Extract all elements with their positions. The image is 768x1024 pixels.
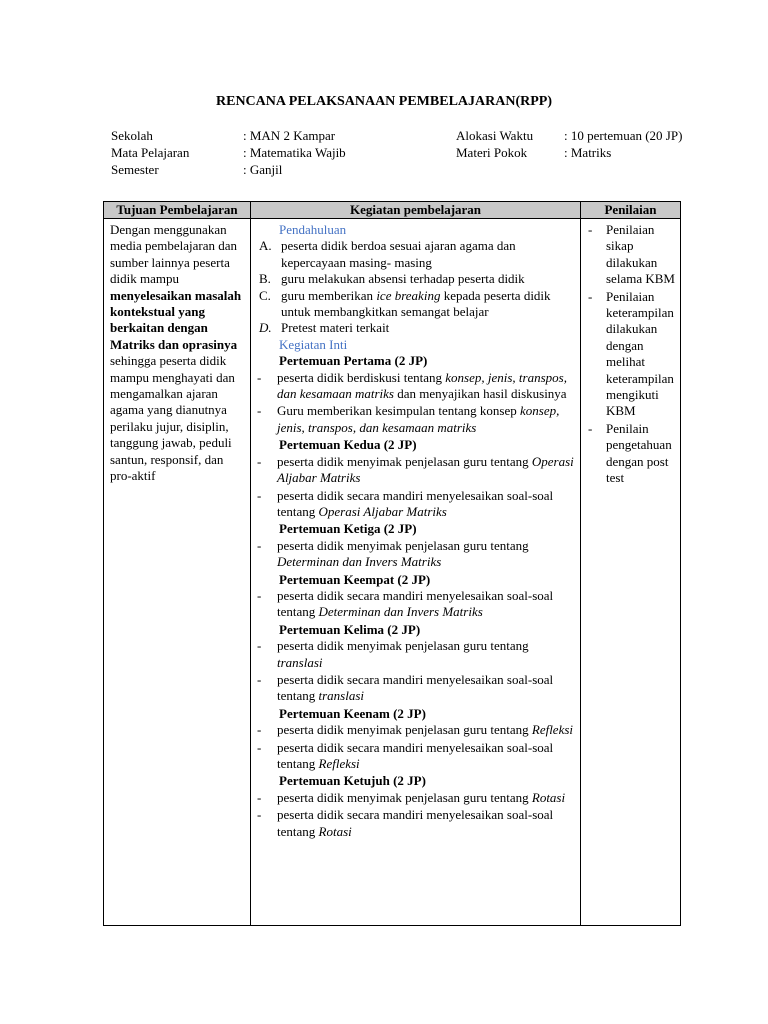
- list-item: [259, 538, 576, 571]
- list-text: [277, 538, 576, 571]
- info-label: Mata Pelajaran: [111, 145, 190, 160]
- penilaian-cell: [581, 219, 681, 926]
- info-row-materi-pokok: [456, 145, 682, 162]
- list-item: [259, 807, 576, 840]
- info-row-alokasi-waktu: [456, 128, 682, 145]
- header-tujuan: Tujuan Pembelajaran: [104, 202, 251, 219]
- info-label: Semester: [111, 162, 159, 177]
- dash-marker: -: [257, 369, 262, 385]
- kegiatan-cell: [251, 219, 581, 926]
- text-italic: ice breaking: [376, 287, 441, 303]
- list-text: [277, 454, 576, 487]
- text-part: peserta didik secara mandiri menyelesaikan soal-soal tentang: [277, 739, 554, 771]
- meeting-title: Pertemuan Keempat (2 JP): [279, 571, 431, 587]
- info-label: Materi Pokok: [456, 145, 528, 160]
- meeting-title: Pertemuan Pertama (2 JP): [279, 353, 428, 369]
- text-italic: Rotasi: [531, 789, 566, 805]
- kegiatan-inti-heading: Kegiatan Inti: [279, 336, 348, 352]
- list-text: [277, 403, 576, 436]
- dash-marker: -: [257, 587, 262, 603]
- text-italic: Determinan dan Invers Matriks: [318, 604, 483, 620]
- dash-marker: -: [257, 807, 262, 823]
- list-item: [259, 638, 576, 671]
- info-value: : Ganjil: [243, 162, 283, 177]
- list-marker: A.: [259, 238, 272, 254]
- text-italic: konsep, jenis, transpos, dan kesamaan matriks: [277, 403, 560, 435]
- meeting-title: Pertemuan Kedua (2 JP): [279, 437, 417, 453]
- dash-marker: -: [257, 789, 262, 805]
- list-item: [259, 370, 576, 403]
- info-value: : Matriks: [564, 145, 612, 160]
- list-text: [277, 588, 576, 621]
- list-item: [588, 222, 676, 288]
- list-marker: C.: [259, 287, 271, 303]
- list-text: [277, 790, 576, 806]
- list-item: [588, 289, 676, 420]
- info-label: Sekolah: [111, 128, 153, 143]
- list-item: [259, 320, 576, 336]
- meeting-title: Pertemuan Ketujuh (2 JP): [279, 773, 426, 789]
- info-value: : MAN 2 Kampar: [243, 128, 336, 143]
- list-item: [259, 271, 576, 287]
- info-value: : Matematika Wajib: [243, 145, 346, 160]
- dash-marker: -: [257, 403, 262, 419]
- text-part: peserta didik secara mandiri menyelesaikan soal-soal tentang: [277, 587, 554, 620]
- text-italic: Rotasi: [318, 823, 352, 839]
- text-part: peserta didik menyimak penjelasan guru tentang: [277, 453, 532, 469]
- list-item: [259, 672, 576, 705]
- list-text: [277, 638, 576, 671]
- list-item: [259, 238, 576, 271]
- list-text: guru melakukan absensi terhadap peserta didik: [281, 271, 525, 287]
- list-text: [277, 722, 576, 738]
- list-text: [277, 488, 576, 521]
- text-part: peserta didik secara mandiri menyelesaikan soal-soal tentang: [277, 807, 554, 839]
- list-item: [259, 722, 576, 738]
- dash-marker: -: [588, 222, 593, 237]
- dash-marker: -: [588, 288, 593, 304]
- list-text: [277, 370, 576, 403]
- meeting-title: Pertemuan Keenam (2 JP): [279, 705, 426, 721]
- text-part: peserta didik berdiskusi tentang: [277, 369, 446, 385]
- list-text: Pretest materi terkait: [281, 320, 390, 336]
- info-right: [456, 128, 682, 162]
- rpp-table: [103, 201, 681, 926]
- tujuan-text-post: sehingga peserta didik mampu menghayati dan mengamalkan ajaran agama yang dianutnya perilaku jujur, disiplin, tanggung jawab, peduli santun, responsif, dan pro-aktif: [110, 353, 235, 484]
- meetings-list: [259, 353, 576, 840]
- list-item: [588, 421, 676, 487]
- info-left: [111, 128, 346, 179]
- dash-marker: -: [257, 722, 262, 738]
- text-part: peserta didik secara mandiri menyelesaikan soal-soal tentang: [277, 487, 554, 519]
- info-value: : 10 pertemuan (20 JP): [564, 128, 683, 143]
- tujuan-text-pre: Dengan menggunakan media pembelajaran dan sumber lainnya peserta didik mampu: [110, 222, 238, 287]
- meeting-title: Pertemuan Kelima (2 JP): [279, 621, 421, 637]
- dash-marker: -: [257, 537, 262, 553]
- list-item: [259, 740, 576, 773]
- dash-marker: -: [257, 671, 262, 687]
- document-title: RENCANA PELAKSANAAN PEMBELAJARAN(RPP): [216, 94, 552, 109]
- dash-marker: -: [257, 453, 262, 469]
- text-italic: Refleksi: [531, 722, 574, 738]
- list-item: [259, 790, 576, 806]
- penilaian-text: Penilaian sikap dilakukan selama KBM: [606, 222, 675, 287]
- text-part: kepada peserta didik untuk membangkitkan semangat belajar: [281, 287, 551, 320]
- list-item: [259, 403, 576, 436]
- dash-marker: -: [257, 638, 262, 654]
- dash-marker: -: [257, 487, 262, 503]
- info-row-mata-pelajaran: [111, 145, 346, 162]
- text-part: dan menyajikan hasil diskusinya: [394, 386, 567, 402]
- list-text: [277, 740, 576, 773]
- header-kegiatan: Kegiatan pembelajaran: [251, 202, 581, 219]
- dash-marker: -: [588, 420, 593, 436]
- list-text: [277, 807, 576, 840]
- text-part: peserta didik menyimak penjelasan guru tentang: [277, 638, 529, 654]
- list-text: peserta didik berdoa sesuai ajaran agama dan kepercayaan masing- masing: [281, 238, 516, 270]
- header-penilaian: Penilaian: [581, 202, 681, 219]
- text-italic: Operasi Aljabar Matriks: [318, 503, 447, 519]
- penilaian-text: Penilain pengetahuan dengan post test: [606, 420, 672, 486]
- info-row-sekolah: [111, 128, 346, 145]
- list-text: [281, 288, 576, 321]
- table-header-row: [104, 202, 681, 219]
- tujuan-text-bold: menyelesaikan masalah kontekstual yang berkaitan dengan Matriks dan oprasinya: [110, 287, 242, 352]
- text-part: peserta didik menyimak penjelasan guru tentang: [277, 537, 529, 553]
- penilaian-text: Penilaian keterampilan dilakukan dengan melihat keterampilan mengikuti KBM: [606, 288, 674, 419]
- text-part: peserta didik menyimak penjelasan guru tentang: [277, 722, 532, 738]
- text-part: peserta didik secara mandiri menyelesaikan soal-soal tentang: [277, 671, 554, 704]
- text-italic: Refleksi: [318, 756, 360, 771]
- list-marker: D.: [259, 320, 272, 336]
- text-part: peserta didik menyimak penjelasan guru tentang: [277, 789, 532, 805]
- list-item: [259, 588, 576, 621]
- info-row-semester: [111, 162, 346, 179]
- text-part: Guru memberikan kesimpulan tentang konsep: [277, 403, 520, 419]
- list-item: [259, 288, 576, 321]
- table-row: [104, 219, 681, 926]
- list-text: [277, 672, 576, 705]
- text-part: guru memberikan: [281, 287, 377, 303]
- tujuan-cell: [104, 219, 251, 926]
- dash-marker: -: [257, 739, 262, 755]
- info-label: Alokasi Waktu: [456, 128, 534, 143]
- text-italic: Determinan dan Invers Matriks: [277, 554, 442, 570]
- list-marker: B.: [259, 271, 271, 287]
- pendahuluan-heading: Pendahuluan: [279, 222, 347, 237]
- text-italic: Operasi Aljabar Matriks: [277, 453, 574, 486]
- text-italic: konsep, jenis, transpos, dan kesamaan matriks: [277, 369, 567, 402]
- text-italic: translasi: [318, 688, 365, 704]
- text-italic: translasi: [277, 654, 323, 670]
- meeting-title: Pertemuan Ketiga (2 JP): [279, 521, 417, 537]
- list-item: [259, 454, 576, 487]
- list-item: [259, 488, 576, 521]
